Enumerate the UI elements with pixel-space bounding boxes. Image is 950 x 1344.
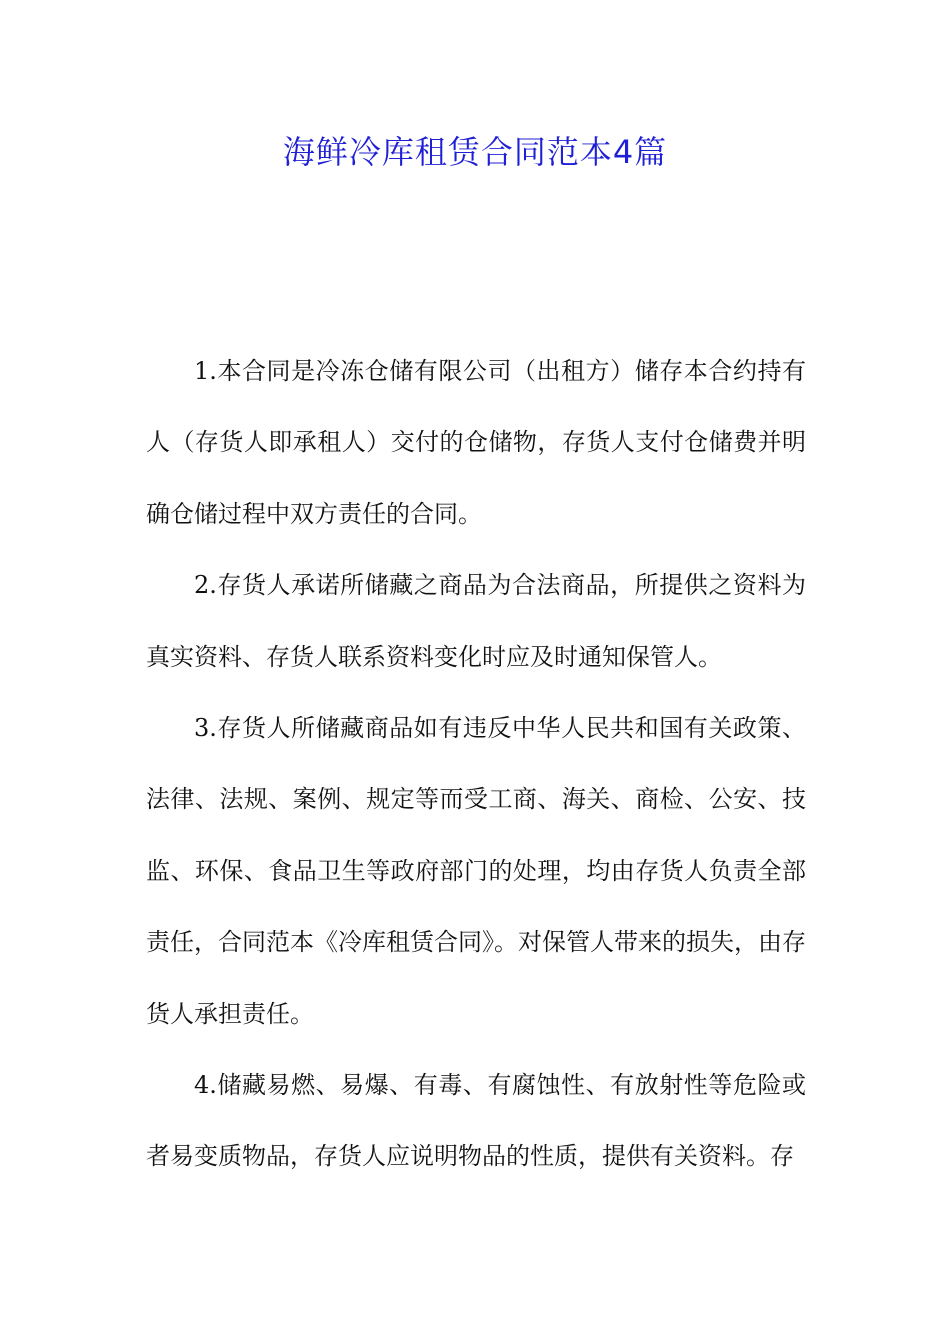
paragraph-1: 1.本合同是冷冻仓储有限公司（出租方）储存本合约持有人（存货人即承租人）交付的仓储物，存货人支付仓储费并明确仓储过程中双方责任的合同。: [146, 357, 806, 528]
document-title: 海鲜冷库租赁合同范本4篇: [282, 133, 668, 171]
document-body: [146, 336, 806, 1193]
paragraph-4: 4.储藏易燃、易爆、有毒、有腐蚀性、有放射性等危险或者易变质物品，存货人应说明物品的性质，提供有关资料。存: [146, 1071, 806, 1171]
paragraph-3: 3.存货人所储藏商品如有违反中华人民共和国有关政策、法律、法规、案例、规定等而受工商、海关、商检、公安、技监、环保、食品卫生等政府部门的处理，均由存货人负责全部责任，合同范本《冷库租赁合同》。对保管人带来的损失，由存货人承担责任。: [146, 714, 806, 1028]
paragraph-2: 2.存货人承诺所储藏之商品为合法商品，所提供之资料为真实资料、存货人联系资料变化时应及时通知保管人。: [146, 571, 806, 671]
